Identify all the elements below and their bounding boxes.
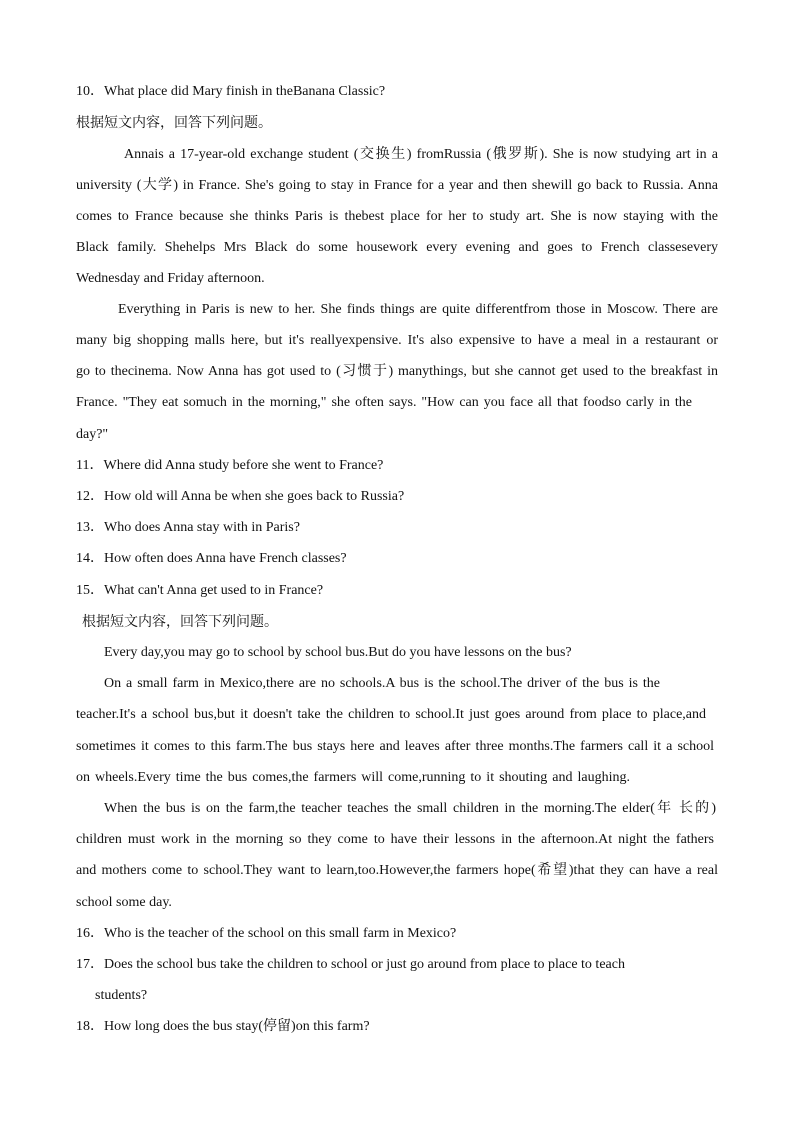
passage2-line: on wheels.Every time the bus comes,the farmers will come,running to it shouting and laughing. (76, 770, 630, 785)
passage2-line: school some day. (76, 895, 172, 910)
question-17: 17．Does the school bus take the children to school or just go around from place to place to teach (76, 957, 625, 972)
passage2-line: teacher.It's a school bus,but it doesn't take the children to school.It just goes around from place to place,and (76, 707, 706, 722)
passage1-line: many big shopping malls here, but it's reallyexpensive. It's also expensive to have a meal in a restaurant or (76, 333, 718, 348)
question-17-continued: students? (95, 988, 148, 1003)
passage2-line: sometimes it comes to this farm.The bus stays here and leaves after three months.The farmers call it a school (76, 739, 714, 754)
passage1-line: Annais a 17-year-old exchange student (交换生) fromRussia (俄罗斯). She is now studying art in a (124, 147, 718, 162)
passage1-line: go to thecinema. Now Anna has got used to (习惯于) manythings, but she cannot get used to the breakfast in (76, 364, 718, 379)
question-10: 10．What place did Mary finish in theBanana Classic? (76, 84, 386, 99)
question-11: 11．Where did Anna study before she went to France? (76, 458, 384, 473)
passage2-line: Every day,you may go to school by school bus.But do you have lessons on the bus? (104, 645, 572, 660)
instruction-heading: 根据短文内容，回答下列问题。 (82, 614, 278, 630)
passage2-line: On a small farm in Mexico,there are no schools.A bus is the school.The driver of the bus is the (104, 676, 660, 691)
question-13: 13．Who does Anna stay with in Paris? (76, 520, 300, 535)
passage2-line: children must work in the morning so they come to have their lessons in the afternoon.At night the fathers (76, 832, 714, 847)
passage1-line: day?" (76, 427, 109, 442)
passage1-line: comes to France because she thinks Paris is thebest place for her to study art. She is now staying with the (76, 209, 718, 224)
passage1-line: France. "They eat somuch in the morning," she often says. "How can you face all that foodso carly in the (76, 395, 692, 410)
passage2-line: When the bus is on the farm,the teacher teaches the small children in the morning.The elder(年 长的) (104, 801, 716, 816)
passage2-line: and mothers come to school.They want to learn,too.However,the farmers hope(希望)that they can have a real (76, 863, 718, 878)
question-12: 12．How old will Anna be when she goes back to Russia? (76, 489, 405, 504)
passage1-line: Everything in Paris is new to her. She finds things are quite differentfrom those in Moscow. There are (118, 302, 718, 317)
instruction-heading: 根据短文内容，回答下列问题。 (76, 115, 272, 131)
question-15: 15．What can't Anna get used to in France? (76, 583, 324, 598)
passage1-line: university (大学) in France. She's going to stay in France for a year and then shewill go back to Russia. Anna (76, 178, 718, 193)
question-16: 16．Who is the teacher of the school on this small farm in Mexico? (76, 926, 457, 941)
passage1-line: Wednesday and Friday afternoon. (76, 271, 265, 286)
question-18: 18．How long does the bus stay(停留)on this farm? (76, 1019, 370, 1034)
passage1-line: Black family. Shehelps Mrs Black do some housework every evening and goes to French classesevery (76, 240, 718, 255)
question-14: 14．How often does Anna have French classes? (76, 551, 347, 566)
